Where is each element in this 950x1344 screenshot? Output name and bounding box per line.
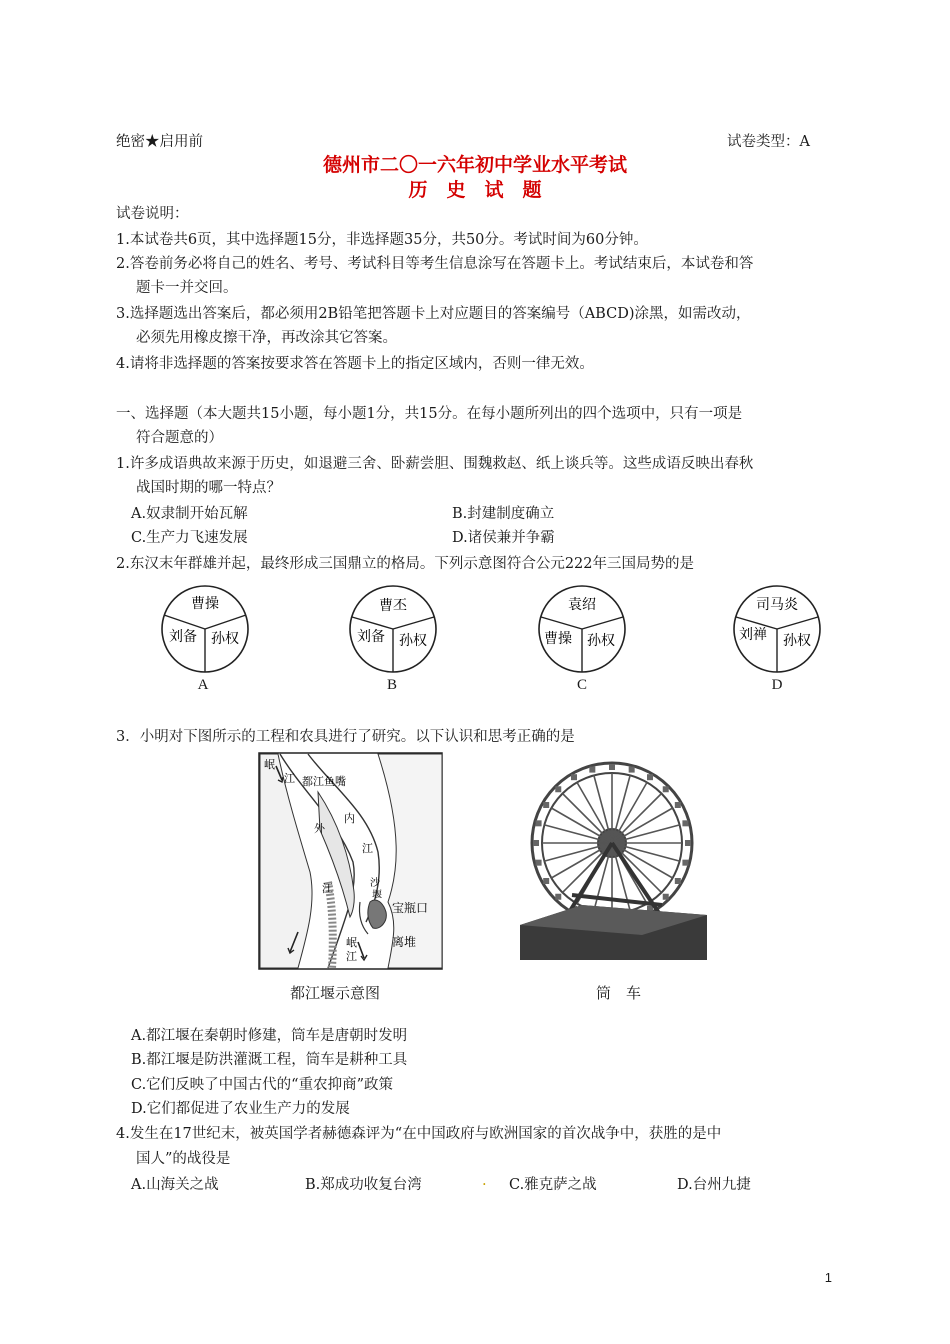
q4-option-a: A.山海关之战 <box>131 1177 219 1193</box>
q3-option-b: B.都江堰是防洪灌溉工程，筒车是耕种工具 <box>131 1052 408 1068</box>
dujiangyan-map <box>258 752 443 970</box>
question-3-text: 3．小明对下图所示的工程和农具进行了研究。以下认识和思考正确的是 <box>116 729 575 745</box>
q1-option-d: D.诸侯兼并争霸 <box>452 530 555 546</box>
instruction-item: 2.答卷前务必将自己的姓名、考号、考试科目等考生信息涂写在答题卡上。考试结束后，本试卷和答 <box>116 256 754 272</box>
diagram-a <box>150 583 260 675</box>
diagram-c-right: 孙权 <box>587 633 615 649</box>
q1-option-b: B.封建制度确立 <box>452 506 555 522</box>
diagram-d <box>722 583 832 675</box>
section-heading-cont: 符合题意的） <box>136 430 223 446</box>
instructions-heading: 试卷说明： <box>116 206 189 222</box>
confidential-label: 绝密★启用前 <box>116 134 203 150</box>
stray-dot: . <box>482 1173 487 1189</box>
diagram-c <box>527 583 637 675</box>
map-label-nei: 内 <box>344 812 355 825</box>
q4-option-d: D.台州九捷 <box>677 1177 751 1193</box>
q3-option-d: D.它们都促进了农业生产力的发展 <box>131 1101 350 1117</box>
q4-option-b: B.郑成功收复台湾 <box>305 1177 422 1193</box>
diagram-d-letter: D <box>771 677 783 693</box>
waterwheel-image <box>512 755 712 965</box>
diagram-a-right: 孙权 <box>211 631 239 647</box>
map-label-wai: 外 <box>314 822 325 835</box>
map-label-min2: 岷 <box>346 936 357 949</box>
map-label-neijiang: 江 <box>362 842 373 855</box>
map-caption: 都江堰示意图 <box>290 984 381 1002</box>
diagram-c-top: 袁绍 <box>568 597 596 613</box>
question-4-text-cont: 国人”的战役是 <box>136 1151 231 1167</box>
paper-type-label: 试卷类型：A <box>727 134 810 150</box>
map-label-waijiang: 江 <box>322 882 333 895</box>
diagram-b-right: 孙权 <box>399 633 427 649</box>
map-label-lidui: 离堆 <box>392 935 417 949</box>
exam-subtitle: 历 史 试 题 <box>408 179 542 201</box>
diagram-b-letter: B <box>386 677 397 693</box>
map-label-baoping: 宝瓶口 <box>392 901 429 915</box>
instruction-item: 必须先用橡皮擦干净，再改涂其它答案。 <box>136 330 397 346</box>
diagram-b-top: 曹丕 <box>379 598 407 614</box>
diagram-d-left: 刘禅 <box>739 627 767 643</box>
page-number: 1 <box>824 1270 832 1285</box>
map-label-min: 岷 <box>264 758 275 771</box>
diagram-a-letter: A <box>197 677 209 693</box>
waterwheel-caption: 筒 车 <box>596 984 642 1002</box>
instruction-item: 4.请将非选择题的答案按要求答在答题卡上的指定区域内，否则一律无效。 <box>116 356 594 372</box>
diagram-d-right: 孙权 <box>783 633 811 649</box>
map-label-jiang: 江 <box>284 772 295 785</box>
q3-option-a: A.都江堰在秦朝时修建，筒车是唐朝时发明 <box>131 1028 408 1044</box>
instruction-item: 题卡一并交回。 <box>136 280 238 296</box>
instruction-item: 1.本试卷共6页，其中选择题15分，非选择题35分，共50分。考试时间为60分钟。 <box>116 232 648 248</box>
question-2-text: 2.东汉末年群雄并起，最终形成三国鼎立的格局。下列示意图符合公元222年三国局势的是 <box>116 556 695 572</box>
q1-option-c: C.生产力飞速发展 <box>131 530 248 546</box>
map-label-yuzui: 都江鱼嘴 <box>302 775 346 788</box>
map-label-jiang2: 江 <box>346 950 357 963</box>
q1-option-a: A.奴隶制开始瓦解 <box>131 506 248 522</box>
section-heading: 一、选择题（本大题共15小题，每小题1分，共15分。在每小题所列出的四个选项中，只有一项是 <box>116 406 743 422</box>
exam-title: 德州市二〇一六年初中学业水平考试 <box>322 154 627 176</box>
question-1-text-cont: 战国时期的哪一特点？ <box>136 480 281 496</box>
diagram-b-left: 刘备 <box>357 629 385 645</box>
question-1-text: 1.许多成语典故来源于历史，如退避三舍、卧薪尝胆、围魏救赵、纸上谈兵等。这些成语反映出春秋 <box>116 456 754 472</box>
question-4-text: 4.发生在17世纪末，被英国学者赫德森评为“在中国政府与欧洲国家的首次战争中，获胜的是中 <box>116 1126 722 1142</box>
q3-option-c: C.它们反映了中国古代的“重农抑商”政策 <box>131 1077 394 1093</box>
q4-option-c: C.雅克萨之战 <box>509 1177 597 1193</box>
diagram-a-left: 刘备 <box>169 629 197 645</box>
diagram-c-letter: C <box>576 677 587 693</box>
map-label-yan: 堰 <box>372 890 382 901</box>
diagram-a-top: 曹操 <box>191 596 219 612</box>
diagram-c-left: 曹操 <box>544 631 572 647</box>
diagram-b <box>338 583 448 675</box>
map-label-sha: 沙 <box>370 878 380 889</box>
instruction-item: 3.选择题选出答案后，都必须用2B铅笔把答题卡上对应题目的答案编号（ABCD)涂黑，如需改动， <box>116 306 751 322</box>
diagram-d-top: 司马炎 <box>756 597 798 613</box>
